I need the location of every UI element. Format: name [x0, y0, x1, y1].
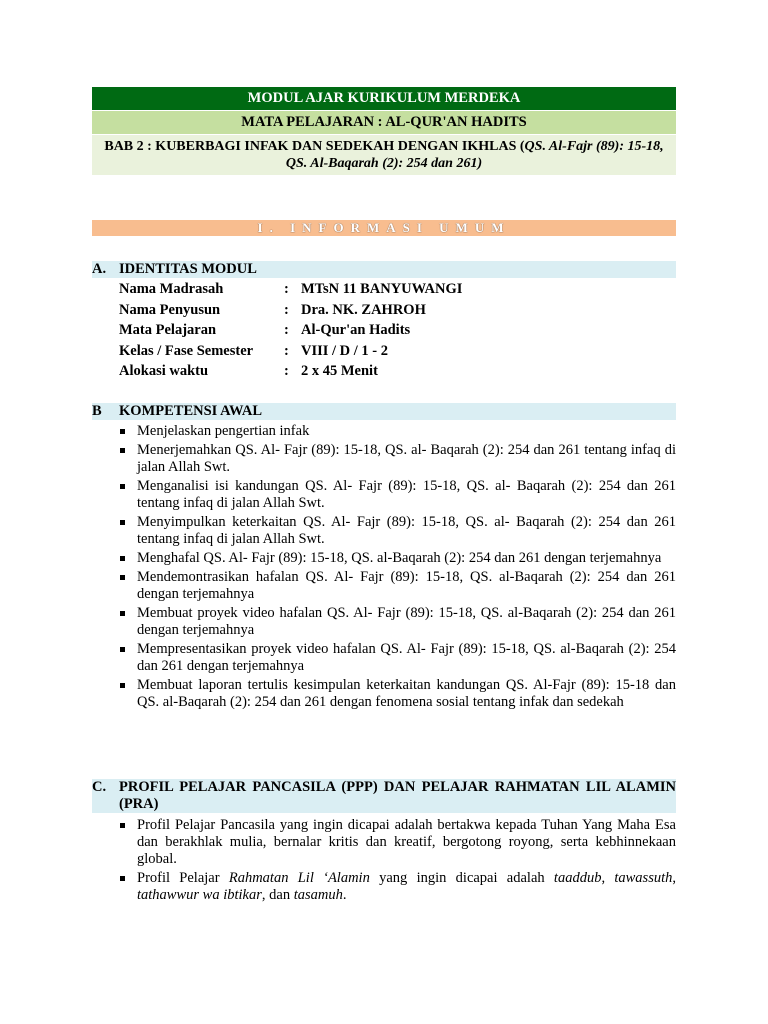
identity-value: Al-Qur'an Hadits [301, 322, 411, 338]
section-title: IDENTITAS MODUL [119, 261, 257, 277]
identity-value: VIII / D / 1 - 2 [301, 343, 389, 359]
list-item-text: Profil Pelajar Pancasila yang ingin dicapai adalah bertakwa kepada Tuhan Yang Maha Esa dan berakhlak mulia, bernalar kritis dan kreatif, bergotong royong, serta kebhinnekaan global. [137, 817, 676, 867]
subject-title: MATA PELAJARAN : AL-QUR'AN HADITS [92, 111, 676, 134]
list-item-text: Menerjemahkan QS. Al- Fajr (89): 15-18, QS. al- Baqarah (2): 254 dan 261 tentang infaq di jalan Allah Swt. [137, 442, 676, 475]
text-run: , [601, 870, 615, 886]
bullet-icon [120, 556, 125, 561]
list-item [119, 514, 676, 548]
list-item-text: Menjelaskan pengertian infak [137, 423, 310, 439]
bullet-icon [120, 683, 125, 688]
text-run: , dan [261, 887, 294, 903]
list-item [119, 550, 676, 567]
list-item-text: Menyimpulkan keterkaitan QS. Al- Fajr (89): 15-18, QS. al- Baqarah (2): 254 dan 261 tentang infaq di jalan Allah Swt. [137, 514, 676, 547]
identity-label: Nama Madrasah [119, 281, 224, 297]
text-run: . [342, 887, 347, 903]
bullet-icon [120, 647, 125, 652]
identity-label: Nama Penyusun [119, 302, 221, 318]
identity-label: Mata Pelajaran [119, 322, 217, 338]
module-title: MODUL AJAR KURIKULUM MERDEKA [92, 87, 676, 110]
list-item-text: Mendemontrasikan hafalan QS. Al- Fajr (89): 15-18, QS. al-Baqarah (2): 254 dan 261 dengan terjemahnya [137, 569, 676, 602]
bullet-icon [120, 876, 125, 881]
bullet-icon [120, 484, 125, 489]
text-run-italic: taaddub [553, 870, 602, 886]
text-run: , [672, 870, 676, 886]
section-letter: B [92, 403, 102, 419]
list-item [119, 442, 676, 476]
chapter-title [92, 135, 676, 175]
section-letter: A. [92, 261, 107, 277]
bullet-icon [120, 429, 125, 434]
list-item-text: Membuat proyek video hafalan QS. Al- Fajr (89): 15-18, QS. al-Baqarah (2): 254 dan 261 dengan terjemahnya [137, 605, 676, 638]
section-letter: C. [92, 779, 107, 795]
identity-colon: : [284, 363, 289, 379]
list-item-text: Menghafal QS. Al- Fajr (89): 15-18, QS. al-Baqarah (2): 254 dan 261 dengan terjemahnya [137, 550, 662, 566]
section-band-title: I. INFORMASI UMUM [257, 220, 511, 235]
list-item-text: Mempresentasikan proyek video hafalan QS. Al- Fajr (89): 15-18, QS. al-Baqarah (2): 254 dan 261 dengan terjemahnya [137, 641, 676, 674]
list-item-text: Menganalisi isi kandungan QS. Al- Fajr (89): 15-18, QS. al- Baqarah (2): 254 dan 261 tentang infaq di jalan Allah Swt. [137, 478, 676, 511]
identity-label: Kelas / Fase Semester [119, 343, 254, 359]
section-band [92, 220, 676, 236]
list-item-text: Membuat laporan tertulis kesimpulan keterkaitan kandungan QS. Al-Fajr (89): 15-18 dan QS. al-Baqarah (2): 254 dan 261 dengan fenomena sosial tentang infak dan sedekah [137, 677, 676, 710]
identity-label: Alokasi waktu [119, 363, 209, 379]
chapter-reference: QS. Al-Fajr (89): 15-18, QS. Al-Baqarah (2): 254 dan 261) [285, 139, 664, 171]
list-item [119, 569, 676, 603]
identity-value: 2 x 45 Menit [301, 363, 378, 379]
text-run-italic: tasamuh [293, 887, 343, 903]
list-item [119, 817, 676, 868]
identity-value: Dra. NK. ZAHROH [301, 302, 426, 318]
competency-list [119, 423, 676, 713]
identity-colon: : [284, 281, 289, 297]
text-run: yang ingin dicapai adalah [369, 870, 554, 886]
section-b-header [92, 403, 676, 420]
text-run-italic: tathawwur wa ibtikar [137, 887, 262, 903]
section-a-header [92, 261, 676, 278]
list-item-text [137, 870, 676, 903]
bullet-icon [120, 823, 125, 828]
identity-colon: : [284, 302, 289, 318]
list-item [119, 870, 676, 904]
chapter-prefix: BAB 2 : KUBERBAGI INFAK DAN SEDEKAH DENGAN IKHLAS ( [104, 139, 525, 154]
list-item [119, 478, 676, 512]
section-c-header [92, 779, 676, 813]
bullet-icon [120, 520, 125, 525]
list-item [119, 423, 676, 440]
text-run: Profil Pelajar [137, 870, 229, 886]
identity-colon: : [284, 322, 289, 338]
text-run-italic: Rahmatan Lil ‘Alamin [228, 870, 370, 886]
bullet-icon [120, 448, 125, 453]
list-item [119, 605, 676, 639]
bullet-icon [120, 575, 125, 580]
identity-value: MTsN 11 BANYUWANGI [301, 281, 463, 297]
bullet-icon [120, 611, 125, 616]
section-title: PROFIL PELAJAR PANCASILA (PPP) DAN PELAJAR RAHMATAN LIL ALAMIN (PRA) [119, 779, 676, 812]
list-item [119, 641, 676, 675]
list-item [119, 677, 676, 711]
section-title: KOMPETENSI AWAL [119, 403, 263, 419]
profile-list [119, 817, 676, 906]
identity-colon: : [284, 343, 289, 359]
text-run-italic: tawassuth [614, 870, 673, 886]
